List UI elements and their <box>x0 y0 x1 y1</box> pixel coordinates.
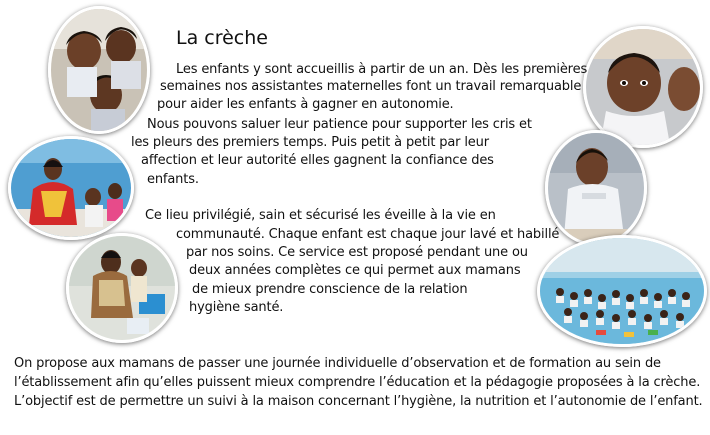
photo-classroom-children <box>537 235 707 347</box>
photo-children-group <box>48 6 150 134</box>
bottom-line: l’établissement afin qu’elles puissent mieux comprendre l’éducation et la pédagogie proposées à la crèche. <box>14 375 701 390</box>
service-line: par nos soins. Ce service est proposé pendant une ou <box>186 245 528 260</box>
service-line: hygiène santé. <box>189 300 284 315</box>
intro-line: enfants. <box>147 172 199 187</box>
intro-line: les pleurs des premiers temps. Puis petit à petit par leur <box>131 135 489 150</box>
service-line: deux années complètes ce qui permet aux mamans <box>189 263 521 278</box>
intro-line: Les enfants y sont accueillis à partir de un an. Dès les premières <box>176 62 588 77</box>
intro-line: pour aider les enfants à gagner en autonomie. <box>157 97 454 112</box>
photo-caregiver-with-children <box>8 136 134 240</box>
bottom-line: On propose aux mamans de passer une journée individuelle d’observation et de formation au sein de <box>14 356 661 371</box>
photo-child-looking-up <box>545 130 647 246</box>
intro-line: affection et leur autorité elles gagnent la confiance des <box>141 153 494 168</box>
photo-mother-and-child <box>66 233 178 343</box>
intro-line: semaines nos assistantes maternelles font un travail remarquable <box>160 79 582 94</box>
page-title: La crèche <box>176 27 268 49</box>
service-line: Ce lieu privilégié, sain et sécurisé les éveille à la vie en <box>145 208 496 223</box>
intro-line: Nous pouvons saluer leur patience pour supporter les cris et <box>147 117 532 132</box>
bottom-line: L’objectif est de permettre un suivi à la maison concernant l’hygiène, la nutrition et l’autonomie de l’enfant. <box>14 394 703 409</box>
service-line: communauté. Chaque enfant est chaque jour lavé et habillé <box>176 227 560 242</box>
service-line: de mieux prendre conscience de la relation <box>192 282 468 297</box>
